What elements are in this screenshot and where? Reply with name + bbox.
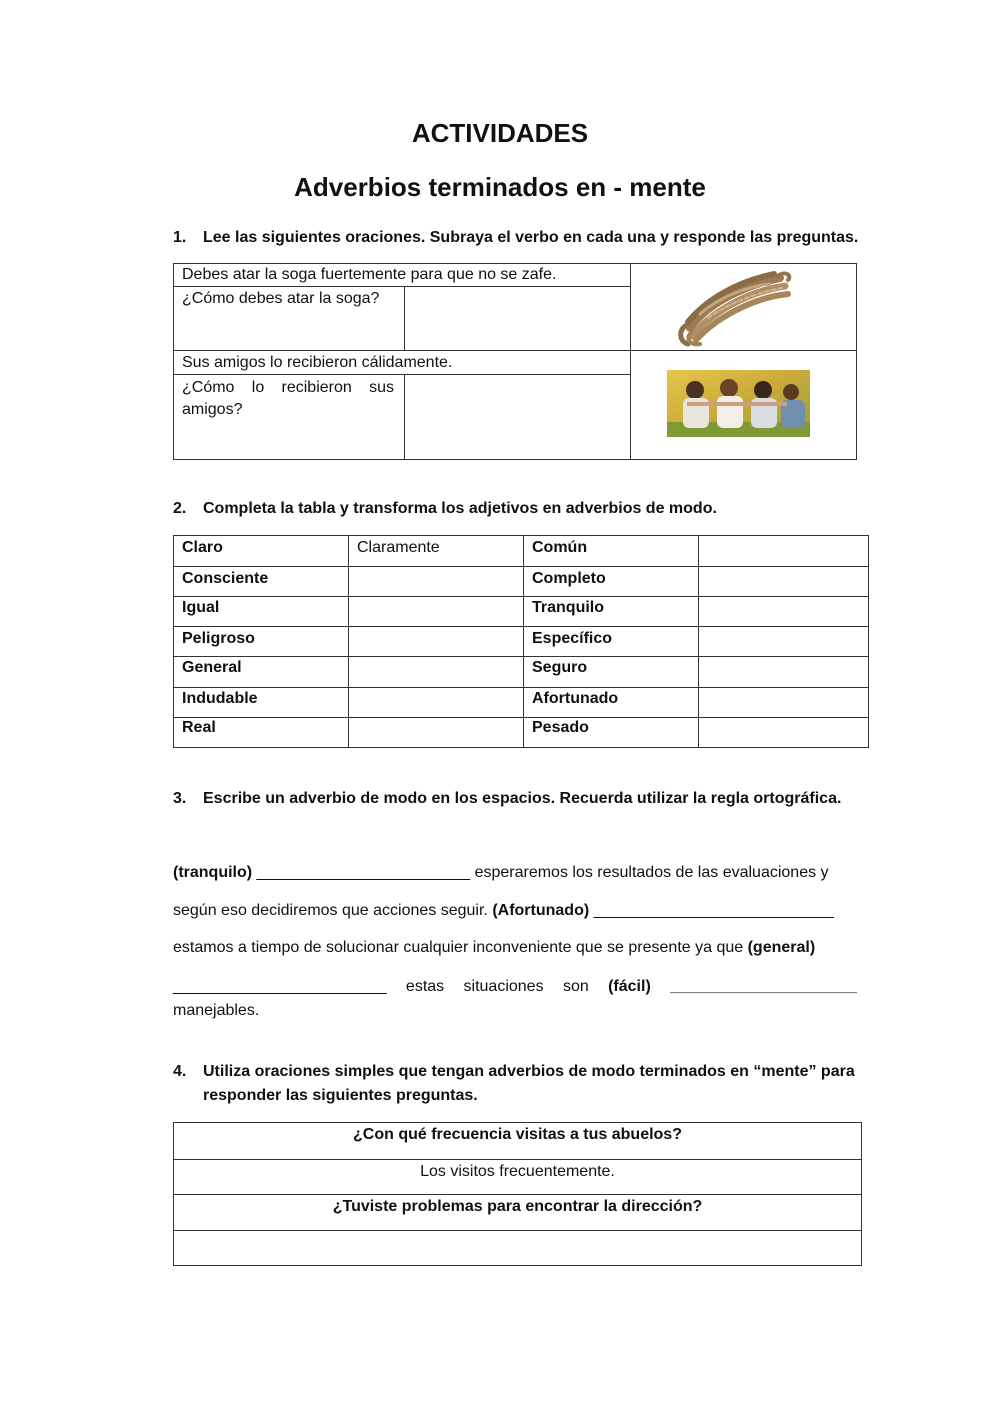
blank-1[interactable]: ________________________ bbox=[256, 864, 471, 881]
question-4-number: 4. bbox=[173, 1063, 187, 1080]
table-row-3-adv2[interactable] bbox=[706, 597, 864, 623]
cue-afortunado: (Afortunado) bbox=[492, 902, 590, 919]
question-1a: ¿Cómo debes atar la soga? bbox=[182, 290, 380, 307]
table-row-4-adv2[interactable] bbox=[706, 628, 864, 654]
question-4-text-line-2: responder las siguientes preguntas. bbox=[203, 1087, 478, 1104]
table-row-5-adj1: General bbox=[182, 659, 242, 676]
table-row-4-adj2: Específico bbox=[532, 630, 613, 647]
table-row-7-adv1[interactable] bbox=[357, 717, 519, 743]
line-4-word-3: son bbox=[562, 978, 589, 995]
question-2-text: Completa la tabla y transforma los adjetivos en adverbios de modo. bbox=[203, 500, 717, 517]
table-row-3-adj1: Igual bbox=[182, 599, 220, 616]
blank-4[interactable]: _____________________ bbox=[670, 978, 857, 995]
table-row-5-adv1[interactable] bbox=[357, 657, 519, 683]
fill-line-2 bbox=[173, 900, 834, 922]
question-1b: ¿Cómo lo recibieron sus amigos? bbox=[182, 379, 394, 418]
line-4-word-1: estas bbox=[405, 978, 445, 995]
table-row-1-adv1[interactable]: Claramente bbox=[357, 539, 440, 556]
line-5-text: manejables. bbox=[173, 1002, 260, 1019]
table-row-2-adv2[interactable] bbox=[706, 568, 864, 594]
fill-line-1 bbox=[173, 862, 829, 884]
table-row-4-adv1[interactable] bbox=[357, 628, 519, 654]
blank-3[interactable]: ________________________ bbox=[173, 978, 387, 995]
table-row-3-adj2: Tranquilo bbox=[532, 599, 604, 616]
table-row-5-adv2[interactable] bbox=[706, 657, 864, 683]
page-title: ACTIVIDADES bbox=[411, 118, 589, 148]
rope-image bbox=[670, 266, 795, 348]
question-1-number: 1. bbox=[173, 229, 187, 246]
cue-general: (general) bbox=[747, 939, 816, 956]
sentence-1: Debes atar la soga fuertemente para que no se zafe. bbox=[182, 266, 557, 283]
line-2-text: según eso decidiremos que acciones seguir. bbox=[173, 902, 488, 919]
q4-answer-1[interactable]: Los visitos frecuentemente. bbox=[420, 1163, 615, 1180]
table-row-2-adj2: Completo bbox=[532, 570, 606, 587]
blank-2[interactable]: ___________________________ bbox=[593, 902, 834, 919]
answer-1a-field[interactable] bbox=[408, 290, 626, 346]
question-4-text-line-1: Utiliza oraciones simples que tengan adverbios de modo terminados en “mente” para bbox=[203, 1063, 855, 1080]
line-4-word-2: situaciones bbox=[463, 978, 544, 995]
q4-question-2: ¿Tuviste problemas para encontrar la dirección? bbox=[332, 1198, 703, 1215]
question-3-text: Escribe un adverbio de modo en los espacios. Recuerda utilizar la regla ortográfica. bbox=[203, 790, 842, 807]
line-3-text: estamos a tiempo de solucionar cualquier inconveniente que se presente ya que bbox=[173, 939, 744, 956]
answer-1b-field[interactable] bbox=[408, 378, 626, 456]
table-row-6-adj1: Indudable bbox=[182, 690, 258, 707]
table-row-6-adj2: Afortunado bbox=[532, 690, 619, 707]
fill-line-3 bbox=[173, 937, 815, 959]
cue-facil: (fácil) bbox=[608, 978, 651, 995]
table-row-7-adj1: Real bbox=[182, 719, 216, 736]
table-row-7-adv2[interactable] bbox=[706, 717, 864, 743]
question-2-prompt bbox=[173, 497, 717, 521]
question-4-prompt bbox=[173, 1060, 863, 1108]
friends-image bbox=[667, 370, 810, 437]
question-3-number: 3. bbox=[173, 790, 187, 807]
fill-line-4 bbox=[173, 976, 857, 998]
question-2-number: 2. bbox=[173, 500, 187, 517]
table-row-5-adj2: Seguro bbox=[532, 659, 588, 676]
table-row-1-adv2[interactable] bbox=[706, 537, 864, 563]
sentence-2: Sus amigos lo recibieron cálidamente. bbox=[182, 354, 453, 371]
cue-tranquilo: (tranquilo) bbox=[173, 864, 253, 881]
table-row-2-adv1[interactable] bbox=[357, 568, 519, 594]
question-1-prompt bbox=[173, 226, 858, 250]
question-3-prompt bbox=[173, 787, 841, 811]
table-row-1-adj2: Común bbox=[532, 539, 588, 556]
q4-answer-2[interactable] bbox=[176, 1234, 859, 1262]
table-row-2-adj1: Consciente bbox=[182, 570, 269, 587]
q4-question-1: ¿Con qué frecuencia visitas a tus abuelos? bbox=[353, 1126, 682, 1143]
table-row-3-adv1[interactable] bbox=[357, 597, 519, 623]
table-row-6-adv1[interactable] bbox=[357, 688, 519, 714]
table-row-1-adj1: Claro bbox=[182, 539, 223, 556]
table-row-6-adv2[interactable] bbox=[706, 688, 864, 714]
table-row-7-adj2: Pesado bbox=[532, 719, 589, 736]
question-1-text: Lee las siguientes oraciones. Subraya el verbo en cada una y responde las preguntas. bbox=[203, 229, 859, 246]
page-subtitle: Adverbios terminados en - mente bbox=[294, 172, 706, 202]
table-row-4-adj1: Peligroso bbox=[182, 630, 255, 647]
line-1-text: esperaremos los resultados de las evaluaciones y bbox=[474, 864, 829, 881]
